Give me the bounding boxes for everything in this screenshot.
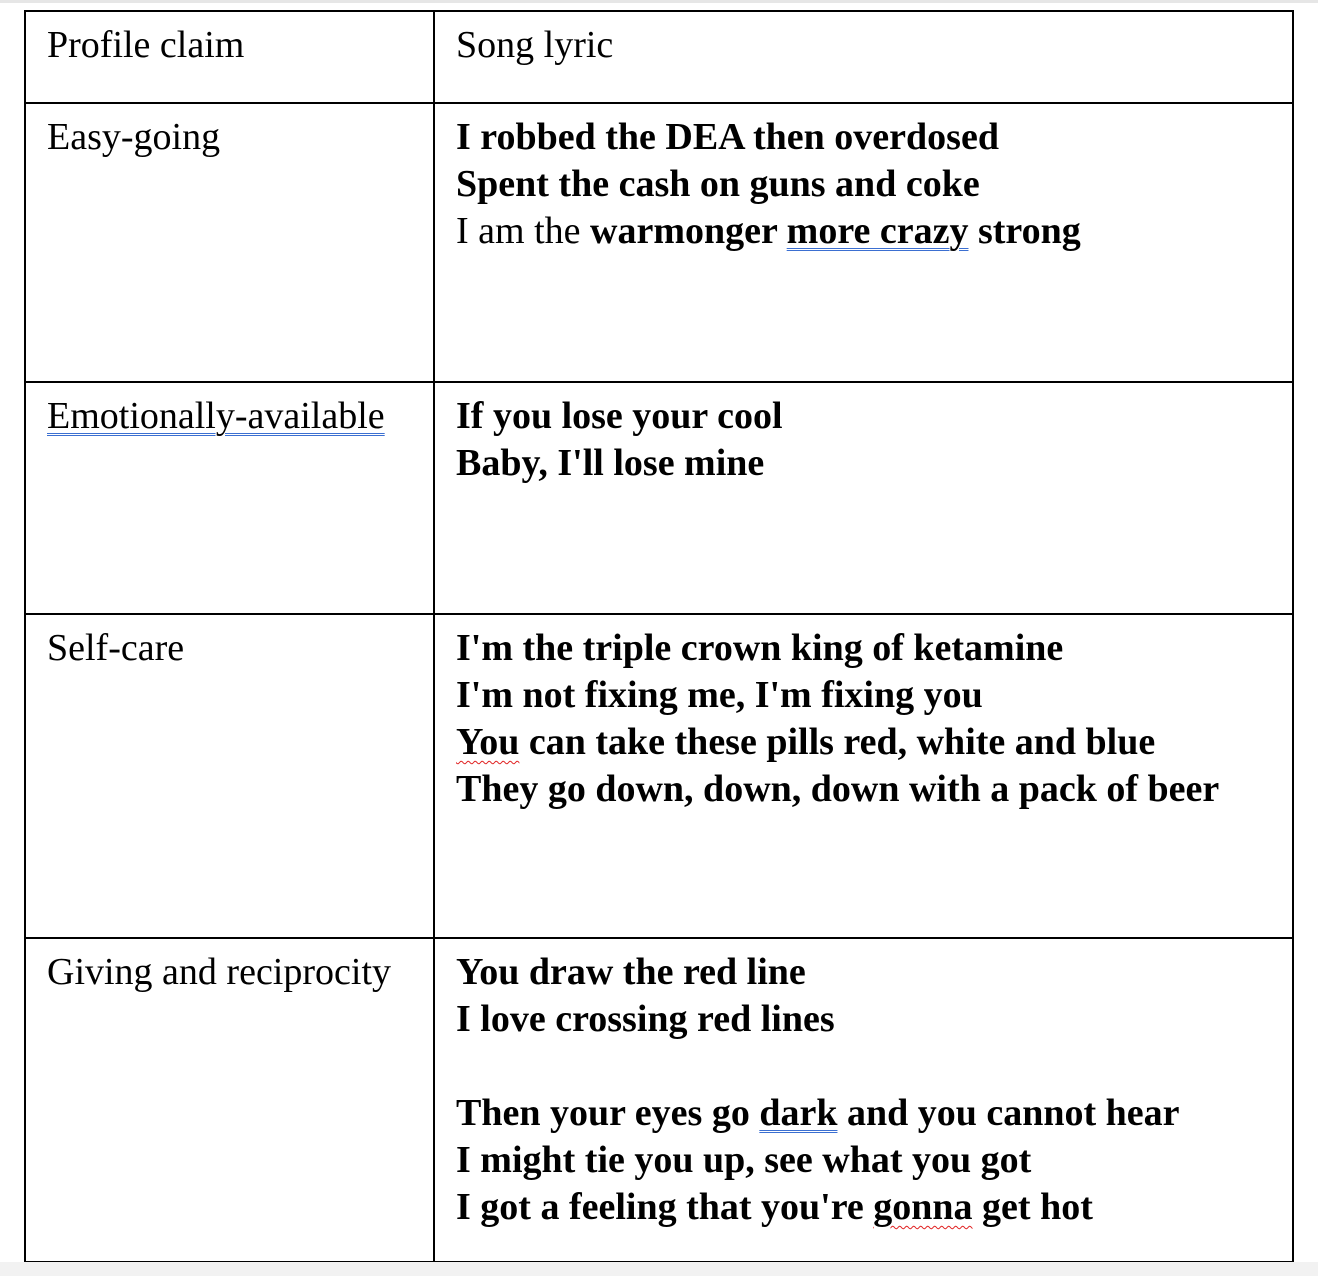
lyric-line: Baby, I'll lose mine [456,442,765,484]
lyric-line [456,1184,1274,1231]
lyric-fragment: warmonger [590,210,778,252]
header-profile-claim: Profile claim [25,11,434,103]
spelling-flag-wavy-underline[interactable]: You [456,721,520,763]
lyric-line: I might tie you up, see what you got [456,1139,1032,1181]
lyric-fragment: and you cannot hear [837,1092,1180,1134]
lyric-line: I'm not fixing me, I'm fixing you [456,674,983,716]
table-row [25,382,1293,614]
table-row [25,938,1293,1262]
claim-cell: Giving and reciprocity [25,938,434,1262]
grammar-flag-double-underline[interactable]: more crazy [786,210,969,252]
lyric-cell [434,382,1293,614]
lyric-line: They go down, down, down with a pack of beer [456,768,1220,810]
lyric-cell [434,938,1293,1262]
lyric-line [456,1090,1274,1137]
table-row [25,103,1293,382]
claim-cell: Self-care [25,614,434,938]
blank-line [456,1043,1274,1090]
lyric-cell [434,103,1293,382]
lyric-fragment: get hot [972,1186,1093,1228]
lyric-line: I love crossing red lines [456,998,835,1040]
header-song-lyric: Song lyric [434,11,1293,103]
claims-lyrics-table [24,10,1294,1263]
top-rule [0,0,1318,3]
lyric-fragment [777,210,787,252]
lyric-fragment: Then your eyes go [456,1092,760,1134]
lyric-line: If you lose your cool [456,395,783,437]
lyric-line: I'm the triple crown king of ketamine [456,627,1064,669]
claim-cell: Easy-going [25,103,434,382]
lyric-fragment: I am the [456,210,591,252]
lyric-line [456,719,1274,766]
lyric-fragment: can take these pills red, white and blue [519,721,1156,763]
table-header-row [25,11,1293,103]
lyric-fragment: I got a feeling that you're [456,1186,874,1228]
lyric-line: You draw the red line [456,951,806,993]
lyric-fragment: strong [968,210,1081,252]
lyric-line: Spent the cash on guns and coke [456,163,980,205]
bottom-band [0,1262,1318,1276]
lyric-cell [434,614,1293,938]
table-row [25,614,1293,938]
claim-cell [25,382,434,614]
lyric-line [456,208,1274,255]
grammar-flag-double-underline[interactable]: dark [759,1092,838,1134]
spelling-flag-wavy-underline[interactable]: gonna [873,1186,973,1228]
grammar-flag-double-underline[interactable]: Emotionally-available [47,395,385,437]
lyric-line: I robbed the DEA then overdosed [456,116,999,158]
